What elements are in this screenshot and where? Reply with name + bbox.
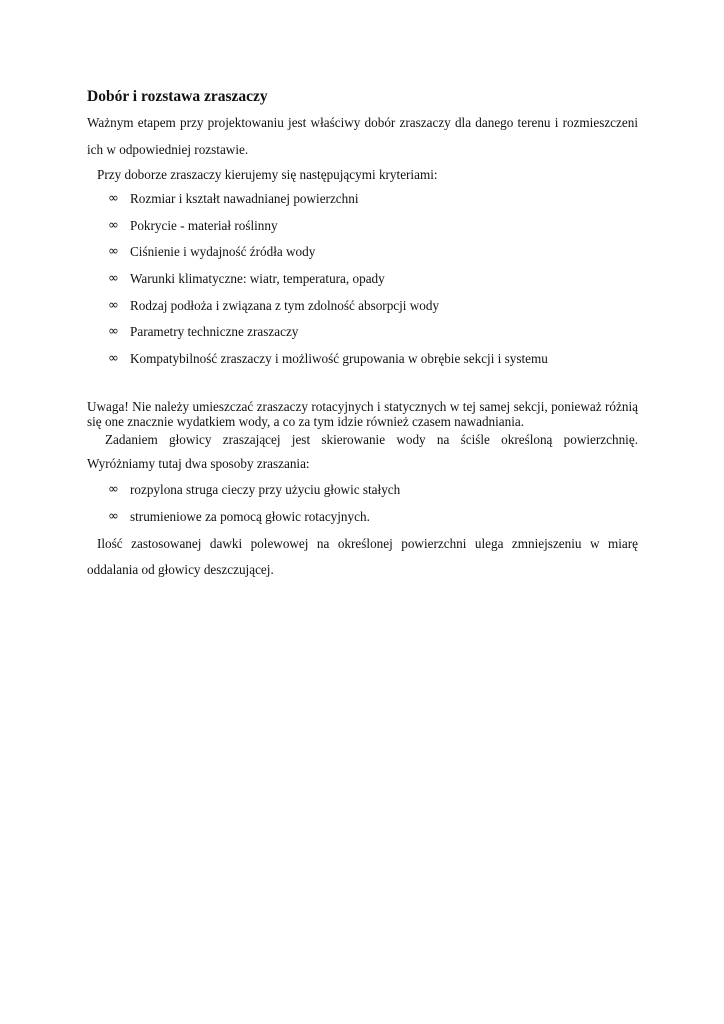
- infinity-bullet-icon: ∞: [108, 509, 119, 525]
- methods-lead: Wyróżniamy tutaj dwa sposoby zraszania:: [87, 456, 310, 472]
- infinity-bullet-icon: ∞: [108, 217, 119, 233]
- infinity-bullet-icon: ∞: [108, 271, 119, 287]
- list-item-text: Warunki klimatyczne: wiatr, temperatura, opady: [130, 271, 385, 287]
- list-item-text: Rozmiar i kształt nawadnianej powierzchni: [130, 191, 359, 206]
- criteria-lead: Przy doborze zraszaczy kierujemy się następującymi kryteriami:: [97, 167, 438, 182]
- list-item-text: Pokrycie - materiał roślinny: [130, 217, 278, 233]
- list-item-text: Ciśnienie i wydajność źródła wody: [130, 244, 316, 260]
- methods-list: [87, 477, 638, 530]
- list-item-text: strumieniowe za pomocą głowic rotacyjnych.: [130, 509, 370, 525]
- list-item-text: Kompatybilność zraszaczy i możliwość grupowania w obrębie sekcji i systemu: [130, 351, 548, 367]
- criteria-list: [87, 186, 638, 373]
- list-item: [87, 213, 638, 240]
- list-item: [87, 186, 638, 213]
- list-item: [87, 293, 638, 320]
- list-item: [87, 239, 638, 266]
- infinity-bullet-icon: ∞: [108, 324, 119, 340]
- infinity-bullet-icon: ∞: [108, 482, 119, 498]
- head-task-paragraph: Zadaniem głowicy zraszającej jest skierowanie wody na ściśle określoną powierzchnię.: [105, 432, 638, 448]
- list-item-text: rozpylona struga cieczy przy użyciu głowic stałych: [130, 482, 401, 498]
- list-item: [87, 319, 638, 346]
- document-title: Dobór i rozstawa zraszaczy: [87, 88, 268, 105]
- list-item-text: Parametry techniczne zraszaczy: [130, 324, 299, 340]
- list-item: [87, 346, 638, 373]
- list-item: [87, 477, 638, 504]
- warning-paragraph: Uwaga! Nie należy umieszczać zraszaczy rotacyjnych i statycznych w tej samej sekcji, ponieważ różnią się one znacznie wydatkiem wody, a co za tym idzie również czasem nawadniania.: [87, 398, 638, 430]
- infinity-bullet-icon: ∞: [108, 244, 119, 260]
- infinity-bullet-icon: ∞: [108, 191, 119, 206]
- document-page: [87, 84, 638, 584]
- conclusion-paragraph: Ilość zastosowanej dawki polewowej na określonej powierzchni ulega zmniejszeniu w miarę oddalania od głowicy deszczującej.: [87, 535, 638, 578]
- list-item: [87, 266, 638, 293]
- list-item-text: Rodzaj podłoża i związana z tym zdolność absorpcji wody: [130, 297, 440, 313]
- intro-paragraph: Ważnym etapem przy projektowaniu jest właściwy dobór zraszaczy dla danego terenu i rozmieszczeni ich w odpowiedniej rozstawie.: [87, 115, 638, 157]
- infinity-bullet-icon: ∞: [108, 297, 119, 313]
- infinity-bullet-icon: ∞: [108, 351, 119, 367]
- list-item: [87, 504, 638, 531]
